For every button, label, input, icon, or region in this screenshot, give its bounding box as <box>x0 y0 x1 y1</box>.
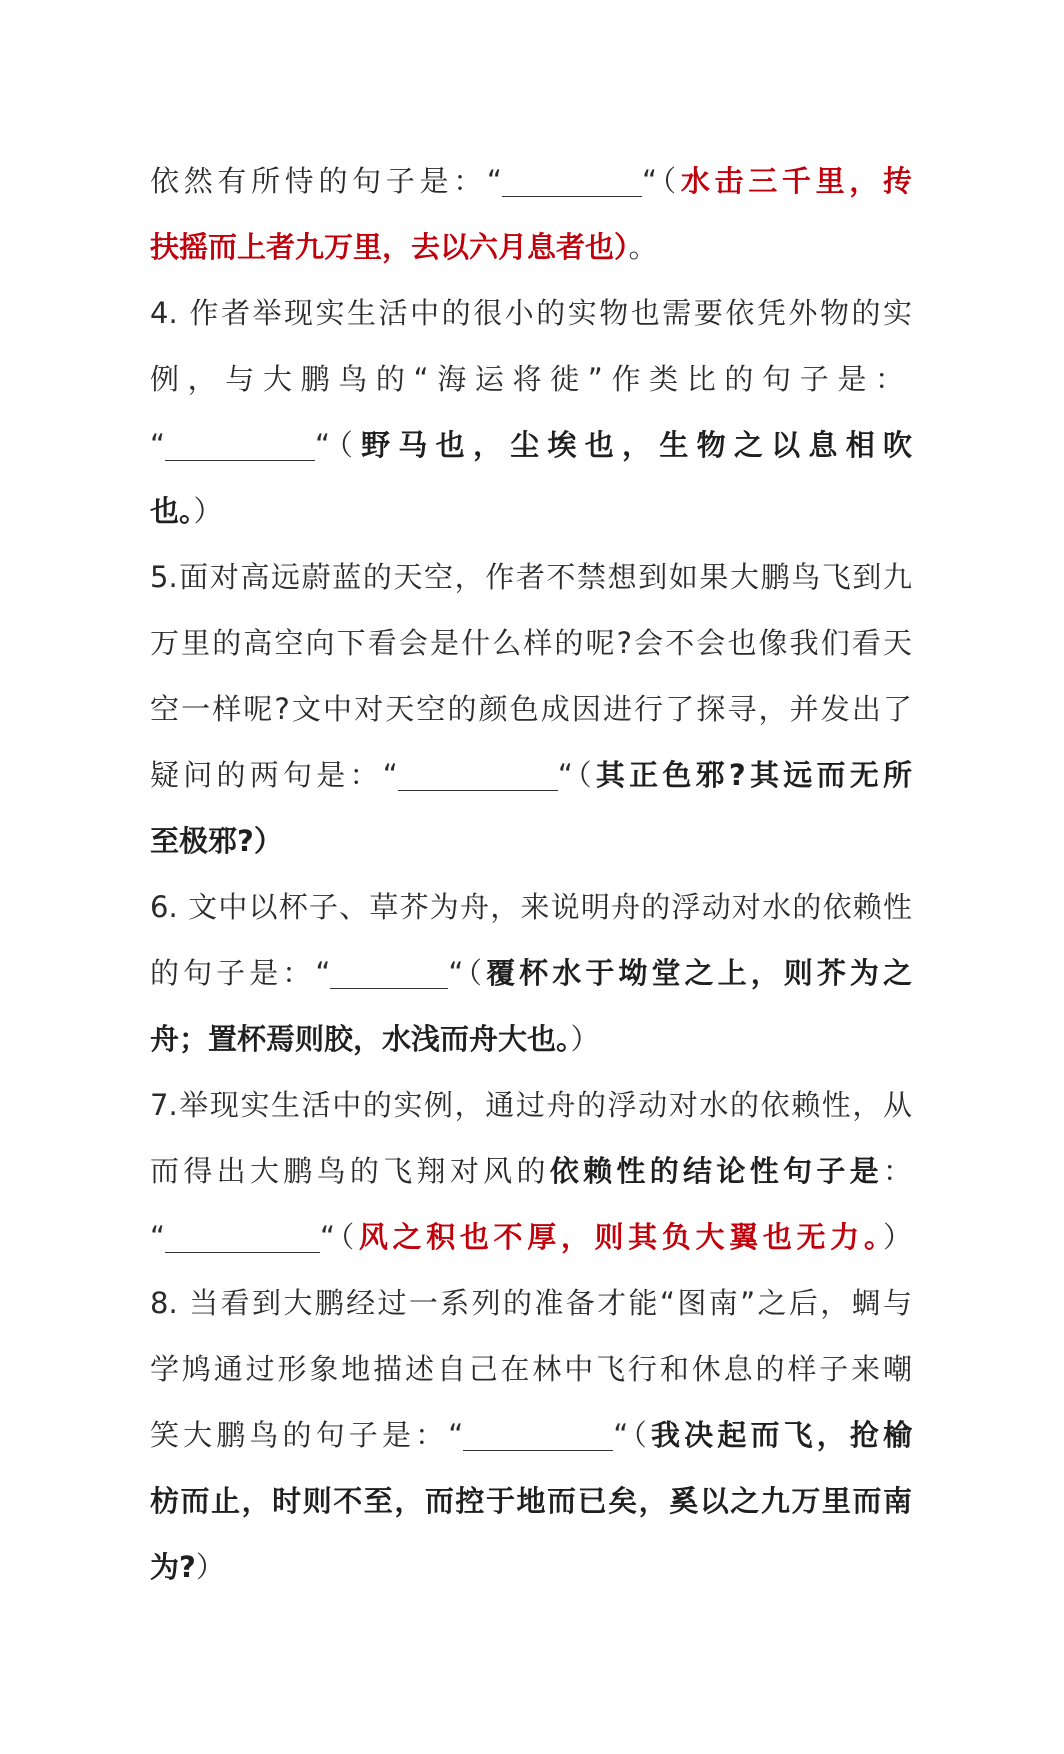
question-5-line-2: 万里的高空向下看会是什么样的呢?会不会也像我们看天 <box>150 626 912 660</box>
answer-blank <box>463 1420 613 1451</box>
answer-7: 风之积也不厚，则其负大翼也无力。 <box>358 1220 883 1254</box>
question-6-text-end: 的句子是：“ <box>150 956 331 990</box>
question-5-text-end: 疑问的两句是：“ <box>150 758 398 792</box>
answer-8-part-2: 枋而止，时则不至，而控于地而已矣，奚以之九万里而南 <box>150 1484 912 1518</box>
question-8-line-2: 学鸠通过形象地描述自己在林中飞行和休息的样子来嘲 <box>150 1352 912 1386</box>
answer-6-part-2: 舟；置杯焉则胶，水浅而舟大也。 <box>150 1022 571 1056</box>
answer-4-part-1: 野马也，尘埃也，生物之以息相吹 <box>361 428 912 462</box>
question-8-text-end: 笑大鹏鸟的句子是：“ <box>150 1418 464 1452</box>
quote-close: “（ <box>613 1418 652 1452</box>
line-22 <box>150 1534 912 1600</box>
question-7-bold-text: 依赖性的结论性句子是 <box>549 1154 883 1188</box>
line-5 <box>150 412 912 478</box>
line-17 <box>150 1204 912 1270</box>
answer-8-part-1: 我决起而飞，抢榆 <box>651 1418 912 1452</box>
sentence-end: 。 <box>628 230 658 264</box>
line-2 <box>150 214 912 280</box>
line-20 <box>150 1402 912 1468</box>
quote-open: “ <box>150 1220 166 1254</box>
answer-5-part-2: 至极邪?） <box>150 824 283 858</box>
paren-close: ） <box>195 1550 225 1584</box>
question-5-line-1: 5.面对高远蔚蓝的天空，作者不禁想到如果大鹏鸟飞到九 <box>150 560 912 594</box>
answer-6-part-1: 覆杯水于坳堂之上，则芥为之 <box>486 956 912 990</box>
line-16 <box>150 1138 912 1204</box>
answer-blank <box>165 1222 320 1253</box>
question-4-line-2: 例，与大鹏鸟的“海运将徙”作类比的句子是： <box>150 362 912 396</box>
answer-3-part-2: 扶摇而上者九万里，去以六月息者也） <box>150 230 629 264</box>
question-6-line-1: 6. 文中以杯子、草芥为舟，来说明舟的浮动对水的依赖性 <box>150 890 912 924</box>
paren-close: ） <box>882 1220 912 1254</box>
quote-close: “（ <box>315 428 362 462</box>
answer-blank <box>398 760 558 791</box>
line-14 <box>150 1006 912 1072</box>
quote-close: “（ <box>320 1220 359 1254</box>
answer-blank <box>502 166 642 197</box>
quote-open: “ <box>150 428 166 462</box>
answer-blank <box>330 958 448 989</box>
quote-close: “（ <box>557 758 596 792</box>
question-5-line-3: 空一样呢?文中对天空的颜色成因进行了探寻，并发出了 <box>150 692 912 726</box>
line-10 <box>150 742 912 808</box>
line-1 <box>150 148 912 214</box>
question-7-text: 而得出大鹏鸟的飞翔对风的 <box>150 1154 550 1188</box>
answer-3-part-1: 水击三千里，抟 <box>680 164 912 198</box>
line-11 <box>150 808 912 874</box>
line-6 <box>150 478 912 544</box>
quote-close: “（ <box>448 956 487 990</box>
quote-close: “（ <box>641 164 681 198</box>
question-7-line-1: 7.举现实生活中的实例，通过舟的浮动对水的依赖性，从 <box>150 1088 912 1122</box>
paren-close: ） <box>193 494 223 528</box>
question-8-line-1: 8. 当看到大鹏经过一系列的准备才能“图南”之后，蜩与 <box>150 1286 912 1320</box>
question-3-text-end: 依然有所恃的句子是：“ <box>150 164 502 198</box>
colon: ： <box>882 1154 912 1188</box>
paren-close: ） <box>570 1022 600 1056</box>
line-13 <box>150 940 912 1006</box>
question-4-line-1: 4. 作者举现实生活中的很小的实物也需要依凭外物的实 <box>150 296 912 330</box>
answer-4-part-2: 也。 <box>150 494 194 528</box>
answer-8-part-3: 为? <box>150 1550 196 1584</box>
answer-5-part-1: 其正色邪?其远而无所 <box>595 758 912 792</box>
answer-blank <box>165 430 315 461</box>
